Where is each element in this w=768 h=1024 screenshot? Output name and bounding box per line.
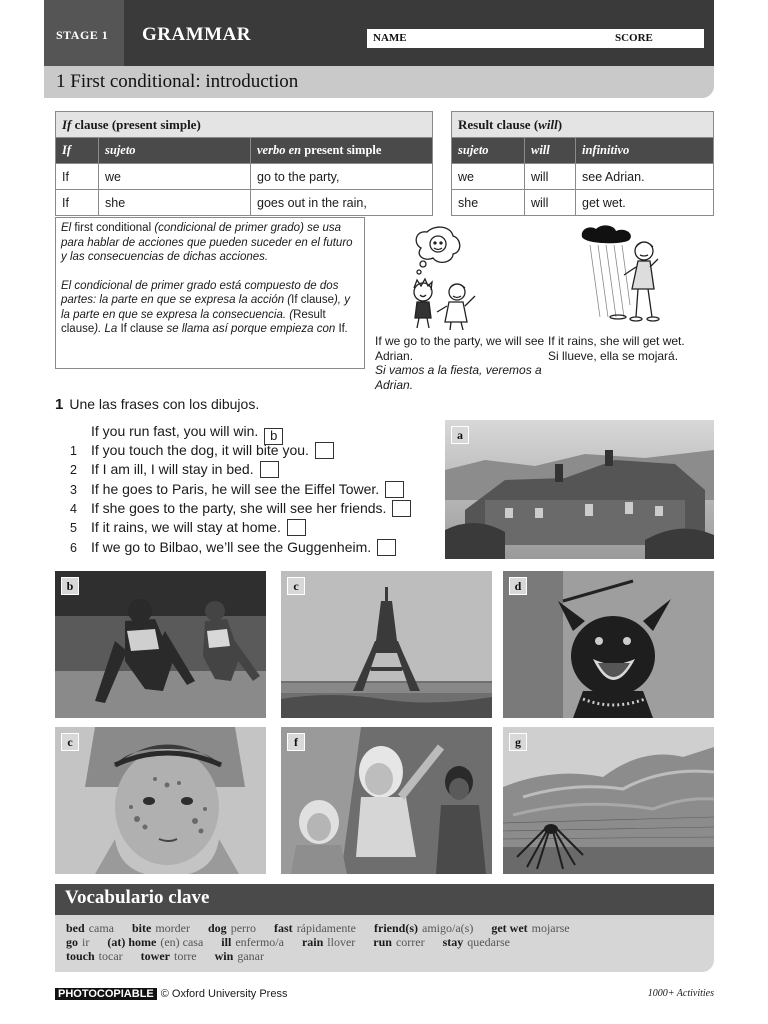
col-infinitivo: infinitivo: [576, 138, 714, 164]
table-cell: see Adrian.: [576, 164, 714, 190]
vocab-entry: win ganar: [214, 949, 264, 963]
footer-copyright: [55, 988, 287, 1000]
result-clause-table: [451, 111, 714, 216]
item-sentence: If you touch the dog, it will bite you.: [91, 442, 309, 458]
photo-c-eiffel-tower: [281, 571, 492, 718]
item-sentence: If I am ill, I will stay in bed.: [91, 461, 254, 477]
exercise-item: [70, 460, 279, 479]
col-verbo: verbo en present simple: [251, 138, 433, 164]
photocopiable-badge: PHOTOCOPIABLE: [55, 988, 157, 1000]
photo-g-guggenheim: [503, 727, 714, 874]
photo-c-sick-girl: [55, 727, 266, 874]
photo-label: a: [451, 426, 469, 444]
vocabulary-list: [55, 915, 714, 972]
answer-box[interactable]: [315, 442, 334, 459]
col-will: will: [525, 138, 576, 164]
item-number: 1: [70, 444, 77, 458]
photo-label: b: [61, 577, 79, 595]
exercise-item: [70, 499, 411, 518]
vocab-entry: friend(s) amigo/a(s): [374, 921, 474, 935]
score-label: SCORE: [615, 32, 653, 44]
vocab-row: [66, 949, 714, 963]
vocab-entry: touch tocar: [66, 949, 123, 963]
vocab-entry: bed cama: [66, 921, 114, 935]
name-label: NAME: [373, 32, 407, 44]
vocab-entry: dog perro: [208, 921, 257, 935]
item-sentence: If it rains, we will stay at home.: [91, 519, 281, 535]
vocab-entry: fast rápidamente: [274, 921, 356, 935]
exercise-item: [70, 518, 306, 537]
table-row: [452, 190, 714, 216]
item-number: 4: [70, 502, 77, 516]
item-number: 3: [70, 483, 77, 497]
answer-box[interactable]: [385, 481, 404, 498]
explanation-paragraph: El condicional de primer grado está compuesto de dos partes: la parte en que se expresa la acción (If clause), y la parte en que se expresa la consecuencia. (Result clause). La If clause se llama así porque empieza con If.: [61, 279, 350, 335]
answer-box[interactable]: [260, 461, 279, 478]
photo-label: d: [509, 577, 527, 595]
if-table-caption: If clause (present simple): [56, 112, 433, 138]
photo-f-party: [281, 727, 492, 874]
vocab-entry: tower torre: [140, 949, 197, 963]
photo-label: c: [61, 733, 79, 751]
item-sentence: If we go to Bilbao, we’ll see the Guggenheim.: [91, 539, 372, 555]
exercise-item: [70, 538, 396, 557]
item-number: 5: [70, 521, 77, 535]
vocab-entry: stay quedarse: [442, 935, 510, 949]
table-cell: we: [99, 164, 251, 190]
item-number: 2: [70, 463, 77, 477]
table-cell: If: [56, 190, 99, 216]
vocab-entry: run correr: [373, 935, 425, 949]
vocab-entry: (at) home (en) casa: [107, 935, 204, 949]
name-score-box[interactable]: [367, 29, 704, 48]
vocab-entry: go ir: [66, 935, 90, 949]
col-if: If: [56, 138, 99, 164]
result-table-caption: Result clause (will): [452, 112, 714, 138]
caption-spanish: Si llueve, ella se mojará.: [548, 348, 679, 363]
vocab-row: [66, 935, 714, 949]
table-row: [452, 164, 714, 190]
table-cell: goes out in the rain,: [251, 190, 433, 216]
table-row: [56, 190, 433, 216]
exercise-heading: [55, 396, 259, 413]
if-clause-table: [55, 111, 433, 216]
rain-cartoon: [578, 225, 668, 325]
table-cell: she: [452, 190, 525, 216]
exercise-instruction: Une las frases con los dibujos.: [69, 396, 260, 412]
worksheet-header: [44, 0, 714, 66]
exercise-item: [70, 441, 334, 460]
photo-label: f: [287, 733, 305, 751]
item-number: 6: [70, 541, 77, 555]
table-cell: go to the party,: [251, 164, 433, 190]
photo-label: c: [287, 577, 305, 595]
photo-a-houses: [445, 420, 714, 559]
table-cell: will: [525, 164, 576, 190]
answer-box[interactable]: [377, 539, 396, 556]
rain-caption: [548, 334, 714, 363]
answer-box[interactable]: [287, 519, 306, 536]
photo-label: g: [509, 733, 527, 751]
vocab-entry: bite morder: [132, 921, 190, 935]
worksheet-title: GRAMMAR: [142, 24, 252, 45]
photo-d-dog: [503, 571, 714, 718]
section-bar: [44, 66, 714, 98]
photo-b-runners: [55, 571, 266, 718]
exercise-number: 1: [55, 396, 64, 413]
caption-english: If we go to the party, we will see Adrian.: [375, 334, 545, 363]
exercise-item: [70, 480, 404, 499]
example-sentence: If you run fast, you will win.: [91, 423, 259, 439]
caption-spanish: Si vamos a la fiesta, veremos a Adrian.: [375, 363, 542, 392]
vocabulary-header: [55, 884, 714, 915]
col-sujeto: sujeto: [452, 138, 525, 164]
series-name: 1000+ Activities: [647, 988, 714, 999]
vocab-row: [66, 921, 714, 935]
table-cell: If: [56, 164, 99, 190]
vocab-entry: rain llover: [301, 935, 356, 949]
item-sentence: If she goes to the party, she will see her friends.: [91, 500, 387, 516]
exercise-example: [70, 422, 283, 441]
col-sujeto: sujeto: [99, 138, 251, 164]
vocabulary-title: Vocabulario clave: [65, 887, 210, 908]
publisher-credit: © Oxford University Press: [160, 988, 288, 1000]
table-cell: will: [525, 190, 576, 216]
caption-english: If it rains, she will get wet.: [548, 334, 685, 348]
vocab-entry: ill enfermo/a: [221, 935, 284, 949]
answer-box[interactable]: [392, 500, 411, 517]
explanation-box: [55, 217, 365, 369]
vocab-entry: get wet mojarse: [491, 921, 570, 935]
answer-box[interactable]: b: [264, 428, 283, 445]
table-cell: get wet.: [576, 190, 714, 216]
explanation-paragraph: El first conditional (condicional de primer grado) se usa para hablar de acciones que pueden suceder en el futuro y las consecuencias de dichas acciones.: [61, 222, 353, 263]
section-title: 1 First conditional: introduction: [56, 71, 299, 92]
party-caption: [375, 334, 545, 392]
table-row: [56, 164, 433, 190]
party-cartoon: [405, 222, 495, 330]
stage-label: STAGE 1: [44, 0, 124, 66]
item-sentence: If he goes to Paris, he will see the Eiffel Tower.: [91, 481, 380, 497]
table-cell: she: [99, 190, 251, 216]
table-cell: we: [452, 164, 525, 190]
